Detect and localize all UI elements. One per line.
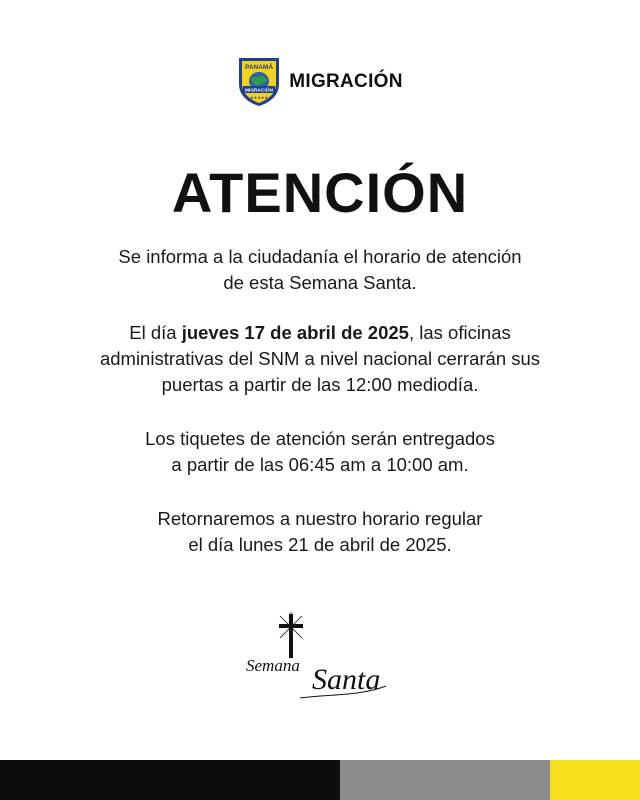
- closing-line-1: [40, 320, 600, 346]
- semana-word: Semana: [246, 656, 300, 675]
- closing-date-bold: jueves 17 de abril de 2025: [181, 322, 409, 343]
- footer-black-segment: [0, 760, 340, 800]
- tickets-line-2: a partir de las 06:45 am a 10:00 am.: [171, 454, 469, 475]
- header: [0, 56, 640, 108]
- closing-line-3: puertas a partir de las 12:00 mediodía.: [161, 374, 479, 395]
- footer-gray-segment: [340, 760, 550, 800]
- santa-word: Santa: [312, 663, 381, 696]
- badge-top-text: PANAMÁ: [245, 64, 274, 71]
- semana-santa-logo: [0, 612, 640, 702]
- footer-yellow-segment: [550, 760, 640, 800]
- intro-line-1: Se informa a la ciudadanía el horario de atención: [118, 246, 522, 267]
- paragraph-intro: [40, 244, 600, 296]
- brand-label: MIGRACIÓN: [289, 71, 403, 92]
- closing-suffix: , las oficinas: [408, 322, 511, 343]
- paragraph-return: [40, 506, 600, 558]
- paragraph-closing-date: [40, 320, 600, 398]
- return-line-1: Retornaremos a nuestro horario regular: [157, 508, 483, 529]
- page-title: ATENCIÓN: [171, 161, 469, 224]
- closing-line-2: administrativas del SNM a nivel nacional cerrarán sus: [99, 348, 541, 369]
- badge-stars: ★★★★★: [250, 95, 269, 100]
- closing-prefix: El día: [129, 322, 182, 343]
- migracion-shield-icon: [237, 56, 281, 108]
- badge-band-text: MIGRACIÓN: [245, 88, 274, 94]
- intro-line-2: de esta Semana Santa.: [223, 272, 417, 293]
- footer-color-bar: [0, 760, 640, 800]
- paragraph-tickets: [40, 426, 600, 478]
- tickets-line-1: Los tiquetes de atención serán entregados: [145, 428, 495, 449]
- cross-icon: [279, 612, 303, 658]
- return-line-2: el día lunes 21 de abril de 2025.: [188, 534, 452, 555]
